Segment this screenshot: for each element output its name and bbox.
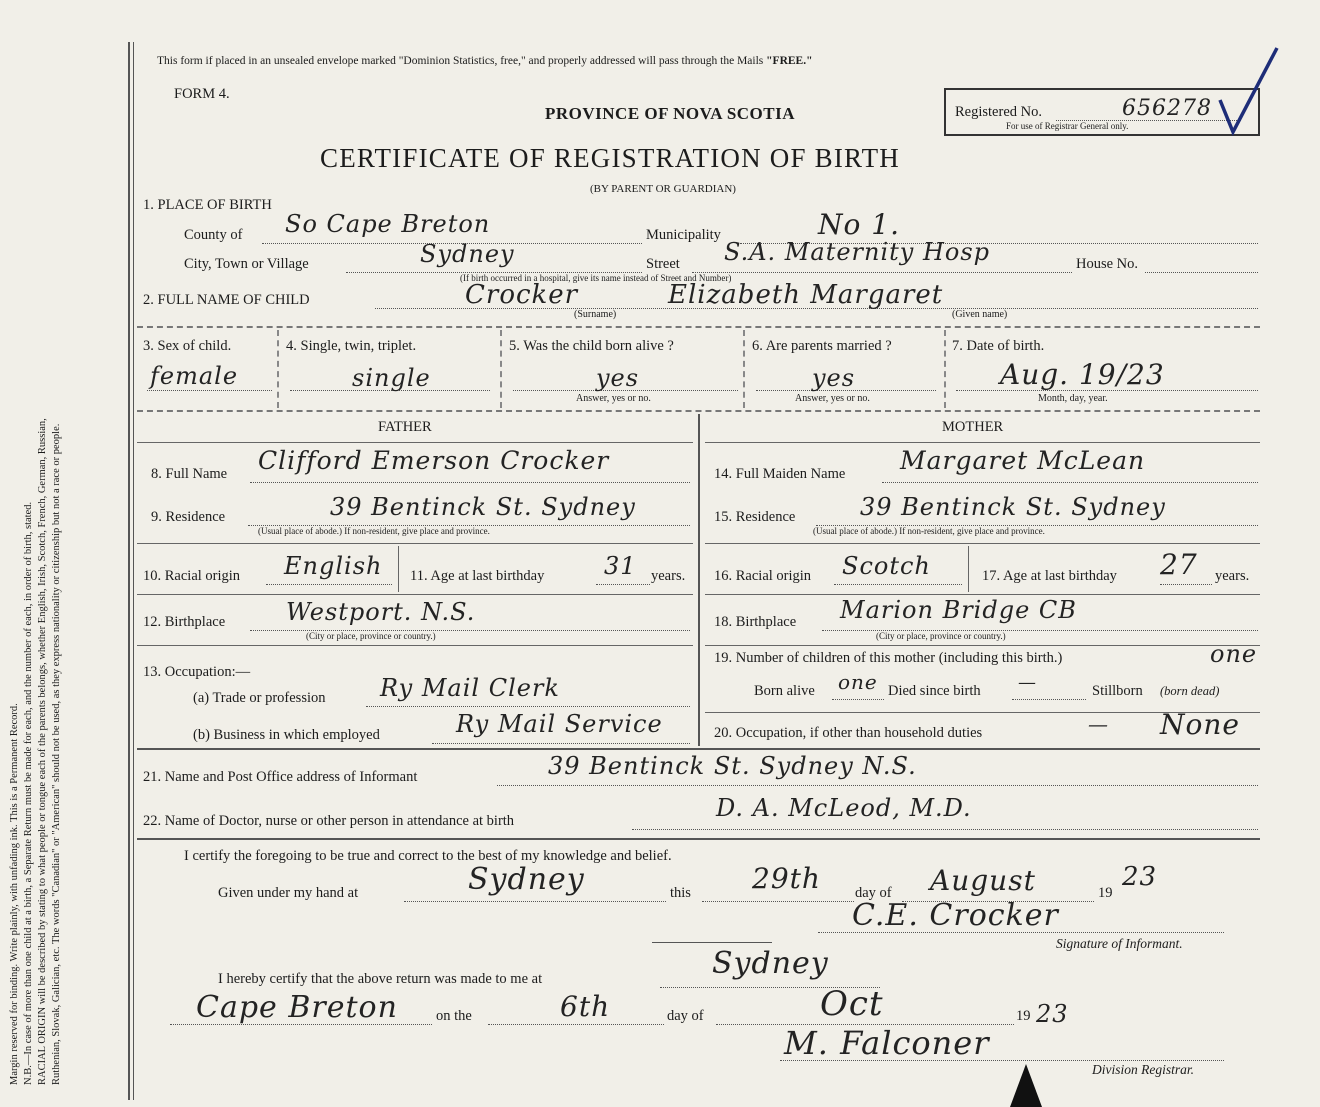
born-alive-count-label: Born alive xyxy=(754,683,815,699)
father-birthplace-note: (City or place, province or country.) xyxy=(306,631,436,641)
certificate-title: CERTIFICATE OF REGISTRATION OF BIRTH xyxy=(320,143,900,173)
mail-notice xyxy=(157,55,812,67)
father-trade-label: (a) Trade or profession xyxy=(193,690,326,706)
mother-racial-origin-value: Scotch xyxy=(842,552,931,580)
city-value: Sydney xyxy=(420,240,515,268)
died-since-birth-label: Died since birth xyxy=(888,683,981,699)
registrar-statement: I hereby certify that the above return was made to me at xyxy=(218,971,543,987)
mail-free: "FREE." xyxy=(766,55,813,67)
check-mark xyxy=(1215,40,1285,140)
father-heading: FATHER xyxy=(378,419,432,435)
father-name-value: Clifford Emerson Crocker xyxy=(258,446,610,475)
doctor-label: 22. Name of Doctor, nurse or other person in attendance at birth xyxy=(143,813,515,829)
mother-birthplace-value: Marion Bridge CB xyxy=(840,596,1077,624)
mother-residence-value: 39 Bentinck St. Sydney xyxy=(860,493,1166,521)
signature-of-informant-caption: Signature of Informant. xyxy=(1056,936,1183,951)
certify-month-value: August xyxy=(930,864,1036,897)
mother-age-value: 27 xyxy=(1160,548,1198,581)
father-age-value: 31 xyxy=(604,552,637,580)
registrar-day-value: 6th xyxy=(560,990,611,1023)
parents-married-answer: yes xyxy=(812,364,856,392)
surname-caption: (Surname) xyxy=(574,309,617,320)
mother-age-years: years. xyxy=(1215,568,1250,584)
doctor-value: D. A. McLeod, M.D. xyxy=(716,794,972,822)
mother-residence-label: 15. Residence xyxy=(714,509,796,525)
father-birthplace-value: Westport. N.S. xyxy=(286,598,476,626)
informant-signature: C.E. Crocker xyxy=(852,898,1059,933)
born-alive-answer: yes xyxy=(596,364,640,392)
father-business-value: Ry Mail Service xyxy=(456,710,663,738)
city-label: City, Town or Village xyxy=(184,256,309,272)
father-racial-origin-value: English xyxy=(284,552,383,580)
mother-name-label: 14. Full Maiden Name xyxy=(714,466,846,482)
registered-number: 656278 xyxy=(1122,96,1212,121)
mother-heading: MOTHER xyxy=(942,419,1004,435)
father-birthplace-label: 12. Birthplace xyxy=(143,614,226,630)
registrar-signature: M. Falconer xyxy=(784,1024,990,1062)
margin-line-2: N.B.—In case of more than one child at a birth, a Separate Return must be made for each, and the number of each, in order of birth, stated. xyxy=(23,501,34,1085)
certify-year-prefix: 19 xyxy=(1098,885,1113,901)
father-age-years: years. xyxy=(651,568,686,584)
children-count-label: 19. Number of children of this mother (including this birth.) xyxy=(714,650,1063,666)
given-under-hand-label: Given under my hand at xyxy=(218,885,359,901)
mother-occupation-dash: — xyxy=(1088,712,1109,736)
divider-short xyxy=(652,942,772,943)
margin-line-3: RACIAL ORIGIN will be described by stating to what people or tongue each of the parents belongs, whether English, Irish, Scotch, French, German, Russian, xyxy=(37,418,48,1085)
mother-birthplace-note: (City or place, province or country.) xyxy=(876,631,1006,641)
mother-residence-note: (Usual place of abode.) If non-resident, give place and province. xyxy=(813,526,1045,536)
registrar-day-of-label: day of xyxy=(667,1008,704,1024)
mother-name-value: Margaret McLean xyxy=(900,446,1146,475)
informant-label: 21. Name and Post Office address of Informant xyxy=(143,769,418,785)
mother-racial-origin-label: 16. Racial origin xyxy=(714,568,812,584)
mother-occupation-value: None xyxy=(1160,708,1240,741)
stillborn-label: Stillborn xyxy=(1092,683,1143,699)
registrar-on-the-label: on the xyxy=(436,1008,472,1024)
margin-instructions xyxy=(8,65,64,1085)
county-value: So Cape Breton xyxy=(285,210,491,238)
children-count-value: one xyxy=(1210,640,1258,668)
mother-age-label: 17. Age at last birthday xyxy=(982,568,1117,584)
house-number-label: House No. xyxy=(1076,256,1139,272)
street-value: S.A. Maternity Hosp xyxy=(724,238,991,266)
form-number: FORM 4. xyxy=(174,86,230,102)
parents-married-question: 6. Are parents married ? xyxy=(752,338,892,354)
date-of-birth-value: Aug. 19/23 xyxy=(1000,358,1165,391)
hospital-note: (If birth occurred in a hospital, give its name instead of Street and Number) xyxy=(460,273,732,283)
certify-year-value: 23 xyxy=(1122,862,1158,892)
father-trade-value: Ry Mail Clerk xyxy=(380,674,560,702)
margin-line-1: Margin reserved for binding. Write plainly, with unfading ink. This is a Permanent Record. xyxy=(9,703,20,1085)
registered-note: For use of Registrar General only. xyxy=(1006,121,1129,131)
born-alive-count-value: one xyxy=(838,670,878,694)
pointer-mark xyxy=(1006,1062,1046,1107)
plurality-value: single xyxy=(352,364,431,392)
binding-margin-rule xyxy=(128,42,130,1100)
father-occupation-label: 13. Occupation:— xyxy=(143,664,251,680)
this-label: this xyxy=(670,885,691,901)
place-of-birth-label: 1. PLACE OF BIRTH xyxy=(143,197,272,213)
child-name-label: 2. FULL NAME OF CHILD xyxy=(143,292,310,308)
sex-value: female xyxy=(150,362,239,390)
plurality-label: 4. Single, twin, triplet. xyxy=(286,338,417,354)
father-business-label: (b) Business in which employed xyxy=(193,727,380,743)
certify-day-value: 29th xyxy=(752,862,821,895)
registrar-year-prefix: 19 xyxy=(1016,1008,1031,1024)
parents-married-note: Answer, yes or no. xyxy=(795,393,870,404)
binding-margin-rule-2 xyxy=(133,42,134,1100)
certify-statement: I certify the foregoing to be true and correct to the best of my knowledge and belief. xyxy=(184,848,672,864)
registered-number-box xyxy=(944,88,1260,136)
division-registrar-caption: Division Registrar. xyxy=(1092,1062,1195,1077)
certificate-subtitle: (BY PARENT OR GUARDIAN) xyxy=(590,183,736,195)
father-name-label: 8. Full Name xyxy=(151,466,228,482)
street-label: Street xyxy=(646,256,680,272)
father-residence-value: 39 Bentinck St. Sydney xyxy=(330,493,636,521)
municipality-value: No 1. xyxy=(818,208,900,241)
date-of-birth-label: 7. Date of birth. xyxy=(952,338,1045,354)
registrar-year-value: 23 xyxy=(1036,1000,1069,1028)
given-name-caption: (Given name) xyxy=(952,309,1008,320)
died-since-birth-value: — xyxy=(1018,672,1037,693)
province-heading: PROVINCE OF NOVA SCOTIA xyxy=(545,104,796,123)
informant-value: 39 Bentinck St. Sydney N.S. xyxy=(548,752,917,780)
father-age-label: 11. Age at last birthday xyxy=(410,568,545,584)
father-residence-label: 9. Residence xyxy=(151,509,226,525)
registered-label: Registered No. xyxy=(955,104,1042,120)
father-residence-note: (Usual place of abode.) If non-resident, give place and province. xyxy=(258,526,490,536)
registrar-month-value: Oct xyxy=(820,984,884,1024)
child-surname-value: Crocker xyxy=(465,280,579,310)
stillborn-note: (born dead) xyxy=(1160,684,1220,698)
mail-notice-text: This form if placed in an unsealed envelope marked "Dominion Statistics, free," and properly addressed will pass through the Mails xyxy=(157,55,764,67)
county-label: County of xyxy=(184,227,243,243)
father-racial-origin-label: 10. Racial origin xyxy=(143,568,241,584)
margin-line-4: Ruthenian, Slovak, Galician, etc. The words "Canadian" or "American" should not be used, as they express nationality or citizenship but not a race or people. xyxy=(51,423,62,1085)
registrar-county-value: Cape Breton xyxy=(196,990,398,1025)
registrar-place-value: Sydney xyxy=(712,946,829,981)
child-given-value: Elizabeth Margaret xyxy=(668,280,944,310)
mother-birthplace-label: 18. Birthplace xyxy=(714,614,797,630)
certify-day-of-label: day of xyxy=(855,885,892,901)
sex-label: 3. Sex of child. xyxy=(143,338,232,354)
municipality-label: Municipality xyxy=(646,227,721,243)
born-alive-question: 5. Was the child born alive ? xyxy=(509,338,674,354)
date-of-birth-note: Month, day, year. xyxy=(1038,393,1108,404)
mother-occupation-label: 20. Occupation, if other than household duties xyxy=(714,725,983,741)
given-place-value: Sydney xyxy=(468,862,585,897)
born-alive-note: Answer, yes or no. xyxy=(576,393,651,404)
